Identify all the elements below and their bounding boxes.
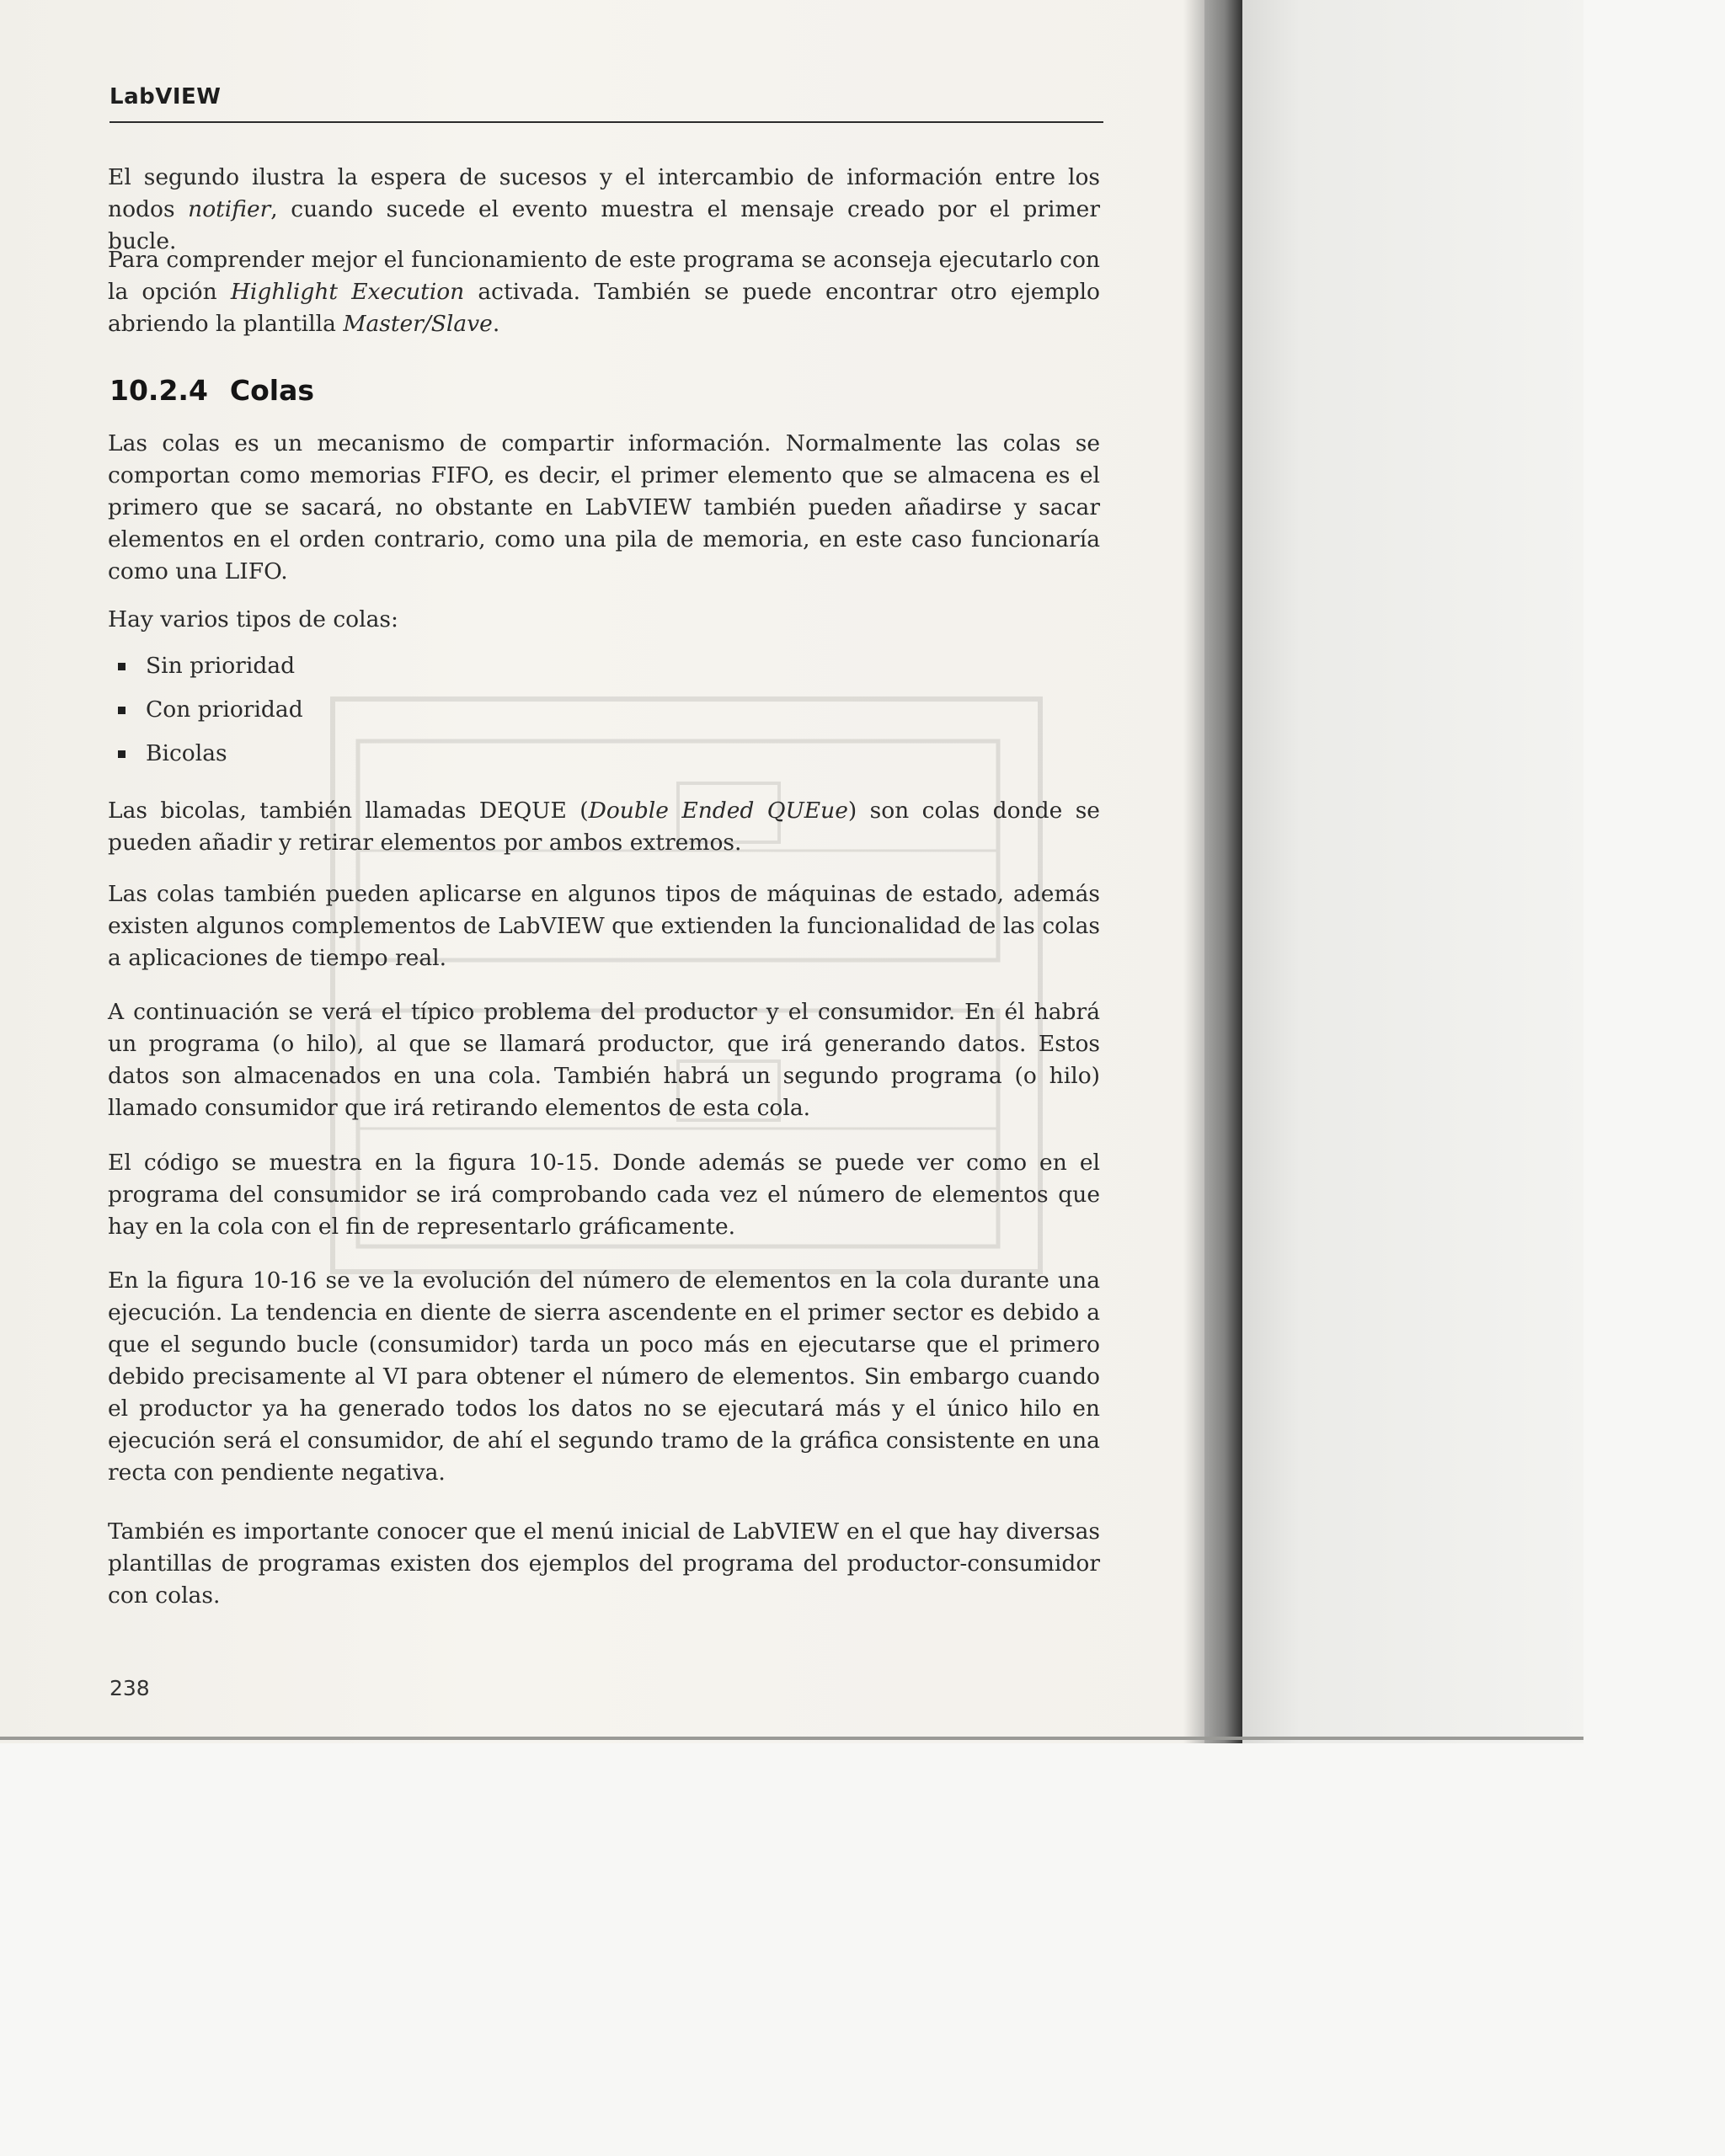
list-item xyxy=(118,644,303,688)
paragraph-highlight-execution xyxy=(108,244,1100,340)
text-run: activada. También se puede encontrar otro ejemplo abriendo la plantilla xyxy=(108,279,1100,337)
bullet-icon xyxy=(118,707,126,714)
list-item xyxy=(118,688,303,732)
book-title: LabVIEW xyxy=(109,84,222,109)
paragraph-figura-10-16: En la figura 10-16 se ve la evolución del número de elementos en la cola durante una ejecución. La tendencia en diente de sierra ascendente en el primer sector es debido a que el segundo bucle (consumidor) tarda un poco más en ejecutarse que el primero debido precisamente al VI para obtener el número de elementos. Sin embargo cuando el productor ya ha generado todos los datos no se ejecutará más y el único hilo en ejecución será el consumidor, de ahí el segundo tramo de la gráfica consistente en una recta con pendiente negativa. xyxy=(108,1267,1100,1486)
section-heading xyxy=(109,374,314,407)
page-number: 238 xyxy=(109,1676,150,1700)
page-gutter-shadow xyxy=(1183,0,1242,1743)
running-header xyxy=(109,84,1103,123)
text-run: Para comprender mejor el funcionamiento de este programa se aconseja ejecutarlo con la opción xyxy=(108,247,1100,305)
list-item xyxy=(118,732,303,776)
paragraph-notifier xyxy=(108,162,1100,258)
text-run-italic: Master/Slave xyxy=(343,311,493,337)
text-run-italic: notifier xyxy=(188,196,271,222)
page-edge xyxy=(0,1737,1583,1740)
text-run: Las bicolas, también llamadas DEQUE ( xyxy=(108,798,589,824)
bullet-icon xyxy=(118,750,126,758)
text-run: . xyxy=(492,311,500,337)
text-run-italic: Highlight Execution xyxy=(230,279,465,305)
bullet-icon xyxy=(118,663,126,670)
paragraph-tipos: Hay varios tipos de colas: xyxy=(108,606,398,632)
paragraph-figura-10-15: El código se muestra en la figura 10-15. Donde además se puede ver como en el programa del consumidor se irá comprobando cada vez el número de elementos que hay en la cola con el fin de representarlo gráficamente. xyxy=(108,1150,1100,1240)
text-run: , cuando sucede el evento muestra el mensaje creado por el primer bucle. xyxy=(108,196,1100,254)
text-run: El segundo ilustra la espera de sucesos y el intercambio de información entre los nodos xyxy=(108,164,1100,222)
text-run-italic: Double Ended QUEue xyxy=(588,798,848,824)
paragraph-colas-intro: Las colas es un mecanismo de compartir información. Normalmente las colas se comportan como memorias FIFO, es decir, el primer elemento que se almacena es el primero que se sacará, no obstante en LabVIEW también pueden añadirse y sacar elementos en el orden contrario, como una pila de memoria, en este caso funcionaría como una LIFO. xyxy=(108,430,1100,584)
paragraph-productor-consumidor: A continuación se verá el típico problema del productor y el consumidor. En él habrá un programa (o hilo), al que se llamará productor, que irá generando datos. Estos datos son almacenados en una cola. También habrá un segundo programa (o hilo) llamado consumidor que irá retirando elementos de esta cola. xyxy=(108,999,1100,1121)
list-item-label: Sin prioridad xyxy=(146,653,296,679)
section-title: Colas xyxy=(229,374,315,407)
facing-page xyxy=(1204,0,1583,1743)
paragraph-plantillas: También es importante conocer que el menú inicial de LabVIEW en el que hay diversas plantillas de programas existen dos ejemplos del programa del productor-consumidor con colas. xyxy=(108,1518,1100,1609)
paragraph-maquinas-estado: Las colas también pueden aplicarse en algunos tipos de máquinas de estado, además existen algunos complementos de LabVIEW que extienden la funcionalidad de las colas a aplicaciones de tiempo real. xyxy=(108,881,1100,971)
list-item-label: Bicolas xyxy=(146,740,227,766)
text-run: ) son colas donde se pueden añadir y retirar elementos por ambos extremos. xyxy=(108,798,1100,856)
paragraph-bicolas xyxy=(108,795,1100,859)
queue-types-list xyxy=(118,644,303,776)
section-number: 10.2.4 xyxy=(109,374,208,407)
list-item-label: Con prioridad xyxy=(146,696,303,723)
